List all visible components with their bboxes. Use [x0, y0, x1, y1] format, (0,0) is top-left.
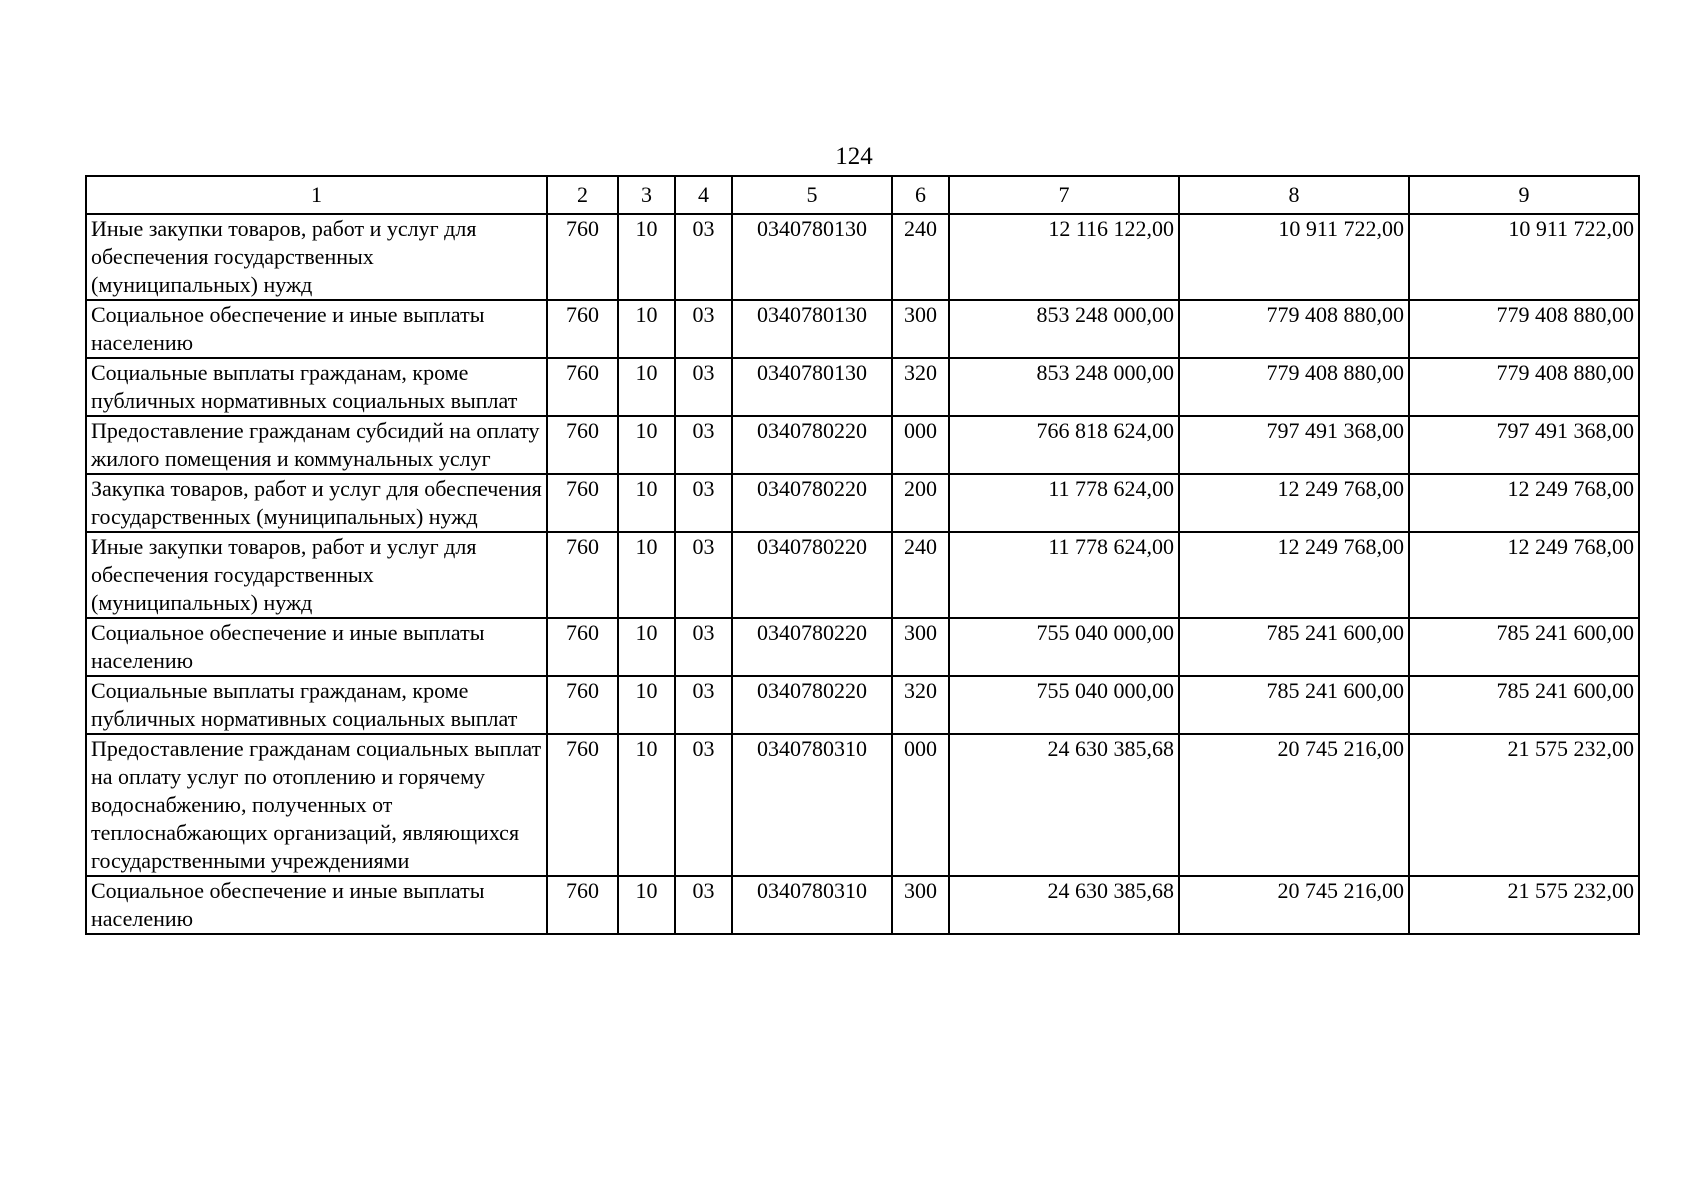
- row-amount-7: 11 778 624,00: [949, 474, 1179, 532]
- row-amount-7: 24 630 385,68: [949, 734, 1179, 876]
- table-row: [86, 474, 1639, 532]
- column-header-2: 2: [547, 176, 618, 214]
- row-code-3: 10: [618, 358, 675, 416]
- row-code-5: 0340780220: [732, 532, 892, 618]
- row-code-4: 03: [675, 734, 732, 876]
- row-amount-7: 766 818 624,00: [949, 416, 1179, 474]
- row-name: Социальное обеспечение и иные выплаты населению: [86, 876, 547, 934]
- row-code-6: 300: [892, 876, 949, 934]
- row-name: Предоставление гражданам субсидий на оплату жилого помещения и коммунальных услуг: [86, 416, 547, 474]
- row-amount-9: 797 491 368,00: [1409, 416, 1639, 474]
- table-row: [86, 300, 1639, 358]
- row-code-4: 03: [675, 474, 732, 532]
- row-amount-7: 12 116 122,00: [949, 214, 1179, 300]
- row-code-5: 0340780310: [732, 734, 892, 876]
- row-name: Социальное обеспечение и иные выплаты населению: [86, 300, 547, 358]
- table-row: [86, 416, 1639, 474]
- row-code-5: 0340780220: [732, 618, 892, 676]
- row-code-3: 10: [618, 676, 675, 734]
- row-code-4: 03: [675, 358, 732, 416]
- row-amount-8: 785 241 600,00: [1179, 618, 1409, 676]
- row-amount-7: 853 248 000,00: [949, 300, 1179, 358]
- row-amount-9: 785 241 600,00: [1409, 618, 1639, 676]
- row-code-2: 760: [547, 676, 618, 734]
- column-header-6: 6: [892, 176, 949, 214]
- column-header-1: 1: [86, 176, 547, 214]
- row-amount-7: 24 630 385,68: [949, 876, 1179, 934]
- row-code-5: 0340780130: [732, 358, 892, 416]
- column-header-3: 3: [618, 176, 675, 214]
- column-header-5: 5: [732, 176, 892, 214]
- table-header-row: [86, 176, 1639, 214]
- row-code-3: 10: [618, 300, 675, 358]
- row-amount-7: 11 778 624,00: [949, 532, 1179, 618]
- column-header-9: 9: [1409, 176, 1639, 214]
- row-code-2: 760: [547, 416, 618, 474]
- row-name: Иные закупки товаров, работ и услуг для обеспечения государственных (муниципальных) нужд: [86, 532, 547, 618]
- row-code-3: 10: [618, 474, 675, 532]
- row-code-5: 0340780130: [732, 214, 892, 300]
- table-row: [86, 876, 1639, 934]
- row-code-3: 10: [618, 416, 675, 474]
- row-code-2: 760: [547, 214, 618, 300]
- row-amount-8: 10 911 722,00: [1179, 214, 1409, 300]
- table-row: [86, 358, 1639, 416]
- row-name: Предоставление гражданам социальных выплат на оплату услуг по отоплению и горячему водоснабжению, полученных от теплоснабжающих организаций, являющихся государственными учреждениями: [86, 734, 547, 876]
- row-code-6: 300: [892, 300, 949, 358]
- row-code-6: 000: [892, 734, 949, 876]
- row-amount-8: 785 241 600,00: [1179, 676, 1409, 734]
- row-code-5: 0340780310: [732, 876, 892, 934]
- row-code-4: 03: [675, 618, 732, 676]
- row-amount-8: 797 491 368,00: [1179, 416, 1409, 474]
- row-code-6: 240: [892, 214, 949, 300]
- row-code-4: 03: [675, 300, 732, 358]
- row-amount-9: 12 249 768,00: [1409, 474, 1639, 532]
- row-code-6: 240: [892, 532, 949, 618]
- row-amount-8: 12 249 768,00: [1179, 532, 1409, 618]
- row-amount-7: 755 040 000,00: [949, 676, 1179, 734]
- row-amount-8: 20 745 216,00: [1179, 734, 1409, 876]
- row-code-2: 760: [547, 734, 618, 876]
- row-amount-9: 12 249 768,00: [1409, 532, 1639, 618]
- row-amount-9: 21 575 232,00: [1409, 734, 1639, 876]
- row-amount-7: 853 248 000,00: [949, 358, 1179, 416]
- row-code-4: 03: [675, 876, 732, 934]
- row-code-5: 0340780220: [732, 676, 892, 734]
- row-code-5: 0340780220: [732, 474, 892, 532]
- row-amount-9: 779 408 880,00: [1409, 300, 1639, 358]
- row-name: Социальные выплаты гражданам, кроме публичных нормативных социальных выплат: [86, 358, 547, 416]
- row-code-2: 760: [547, 876, 618, 934]
- row-code-5: 0340780220: [732, 416, 892, 474]
- row-code-5: 0340780130: [732, 300, 892, 358]
- row-code-3: 10: [618, 876, 675, 934]
- row-amount-8: 779 408 880,00: [1179, 358, 1409, 416]
- row-code-4: 03: [675, 214, 732, 300]
- column-header-7: 7: [949, 176, 1179, 214]
- table-row: [86, 676, 1639, 734]
- row-code-2: 760: [547, 532, 618, 618]
- row-code-3: 10: [618, 532, 675, 618]
- page-number: 124: [835, 143, 873, 170]
- row-amount-8: 20 745 216,00: [1179, 876, 1409, 934]
- row-amount-9: 785 241 600,00: [1409, 676, 1639, 734]
- row-name: Иные закупки товаров, работ и услуг для обеспечения государственных (муниципальных) нужд: [86, 214, 547, 300]
- row-code-6: 320: [892, 676, 949, 734]
- row-amount-7: 755 040 000,00: [949, 618, 1179, 676]
- row-amount-9: 779 408 880,00: [1409, 358, 1639, 416]
- row-code-6: 320: [892, 358, 949, 416]
- column-header-4: 4: [675, 176, 732, 214]
- table-row: [86, 214, 1639, 300]
- row-code-2: 760: [547, 474, 618, 532]
- row-code-4: 03: [675, 676, 732, 734]
- row-code-2: 760: [547, 618, 618, 676]
- row-code-6: 000: [892, 416, 949, 474]
- row-name: Социальное обеспечение и иные выплаты населению: [86, 618, 547, 676]
- table-row: [86, 734, 1639, 876]
- table-row: [86, 532, 1639, 618]
- row-code-6: 200: [892, 474, 949, 532]
- table-row: [86, 618, 1639, 676]
- row-code-3: 10: [618, 734, 675, 876]
- row-code-4: 03: [675, 416, 732, 474]
- row-amount-9: 21 575 232,00: [1409, 876, 1639, 934]
- budget-table: [85, 175, 1640, 935]
- row-amount-8: 779 408 880,00: [1179, 300, 1409, 358]
- row-amount-8: 12 249 768,00: [1179, 474, 1409, 532]
- row-code-3: 10: [618, 214, 675, 300]
- row-code-4: 03: [675, 532, 732, 618]
- row-code-2: 760: [547, 300, 618, 358]
- row-code-3: 10: [618, 618, 675, 676]
- column-header-8: 8: [1179, 176, 1409, 214]
- row-code-2: 760: [547, 358, 618, 416]
- row-name: Закупка товаров, работ и услуг для обеспечения государственных (муниципальных) нужд: [86, 474, 547, 532]
- row-name: Социальные выплаты гражданам, кроме публичных нормативных социальных выплат: [86, 676, 547, 734]
- row-amount-9: 10 911 722,00: [1409, 214, 1639, 300]
- row-code-6: 300: [892, 618, 949, 676]
